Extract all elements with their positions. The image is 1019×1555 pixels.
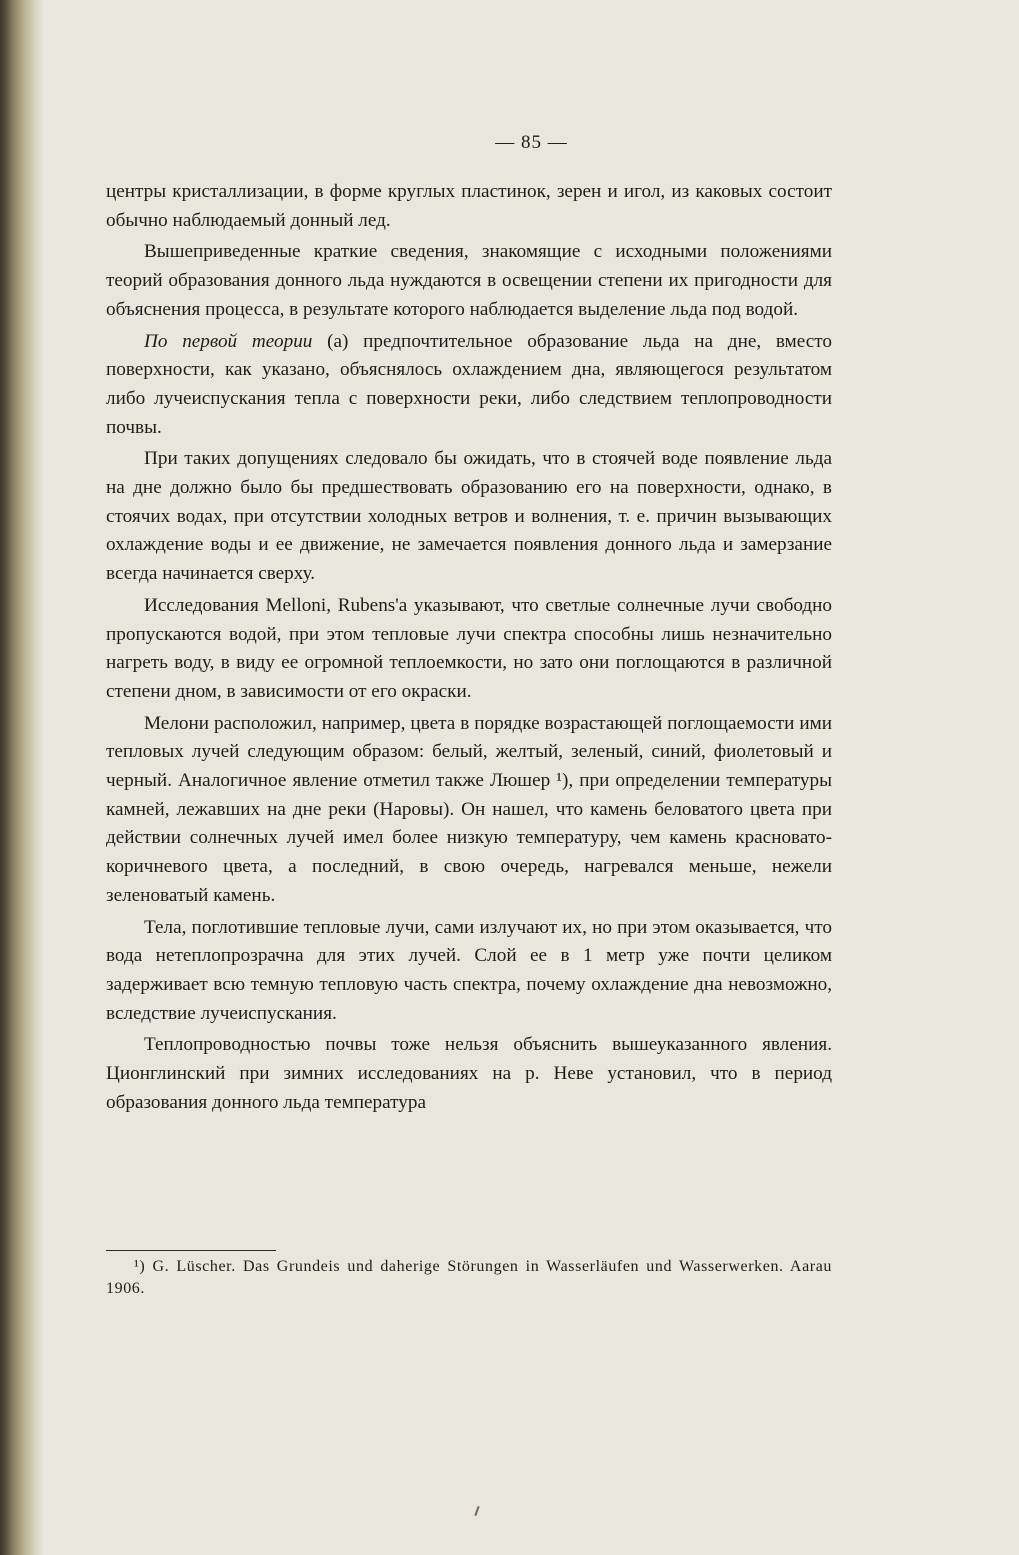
paragraph-8 <box>106 1031 832 1117</box>
paragraph-8-text: Теплопроводностью почвы тоже нельзя объяснить вышеуказанного явления. Ционглинский при зимних исследованиях на р. Неве установил, что в период образования донного льда температура <box>106 1034 832 1113</box>
paragraph-2-text: Вышеприведенные краткие сведения, знакомящие с исходными положениями теорий образования донного льда нуждаются в освещении степени их пригодности для объяснения процесса, в результате которого наблюдается выделение льда под водой. <box>106 241 832 320</box>
paragraph-5 <box>106 592 832 707</box>
paragraph-3-italic-lead: По первой теории <box>144 330 313 352</box>
footnote-marker: ¹) <box>134 1258 146 1275</box>
paragraph-6-text: Мелони расположил, например, цвета в порядке возрастающей поглощаемости ими тепловых лучей следующим образом: белый, желтый, зеленый, синий, фиолетовый и черный. Аналогичное явление отметил также Люшер ¹), при определении температуры камней, лежавших на дне реки (Наровы). Он нашел, что камень беловатого цвета при действии солнечных лучей имел более низкую температуру, чем камень красновато-коричневого цвета, а последний, в свою очередь, нагревался меньше, нежели зеленоватый камень. <box>106 712 832 906</box>
paragraph-3 <box>106 328 832 443</box>
paragraph-4 <box>106 445 832 589</box>
body-text <box>106 178 832 1121</box>
page-number: — 85 — <box>495 132 568 153</box>
paragraph-7 <box>106 914 832 1029</box>
book-binding-edge <box>0 0 44 1555</box>
footnote <box>106 1256 832 1300</box>
paragraph-1 <box>106 178 832 235</box>
paragraph-1-text: центры кристаллизации, в форме круглых пластинок, зерен и игол, из каковых состоит обычно наблюдаемый донный лед. <box>106 181 832 231</box>
footnote-divider <box>106 1250 276 1251</box>
footnote-text: G. Lüscher. Das Grundeis und daherige Störungen in Wasserläufen und Wasserwerken. Aarau 1906. <box>106 1258 832 1297</box>
paragraph-7-text: Тела, поглотившие тепловые лучи, сами излучают их, но при этом оказывается, что вода нетеплопрозрачна для этих лучей. Слой ее в 1 метр уже почти целиком задерживает всю темную тепловую часть спектра, почему охлаждение дна невозможно, вследствие лучеиспускания. <box>106 916 832 1024</box>
paragraph-5-text: Исследования Melloni, Rubens'а указывают, что светлые солнечные лучи свободно пропускаются водой, при этом тепловые лучи спектра способны лишь незначительно нагреть воду, в виду ее огромной теплоемкости, но зато они поглощаются в различной степени дном, в зависимости от его окраски. <box>106 594 832 702</box>
book-page <box>44 0 1019 1555</box>
paragraph-4-text: При таких допущениях следовало бы ожидать, что в стоячей воде появление льда на дне должно было бы предшествовать образованию его на поверхности, однако, в стоячих водах, при отсутствии холодных ветров и волнения, т. е. причин вызывающих охлаждение воды и ее движение, не замечается появления донного льда и замерзание всегда начинается сверху. <box>106 448 832 585</box>
paragraph-6 <box>106 710 832 911</box>
paragraph-3-text: (а) предпочтительное образование льда на дне, вместо поверхности, как указано, объяснялось охлаждением дна, являющегося результатом либо лучеиспускания тепла с поверхности реки, либо следствием теплопроводности почвы. <box>106 330 832 438</box>
paragraph-2 <box>106 238 832 324</box>
paper-blemish <box>474 1506 479 1516</box>
